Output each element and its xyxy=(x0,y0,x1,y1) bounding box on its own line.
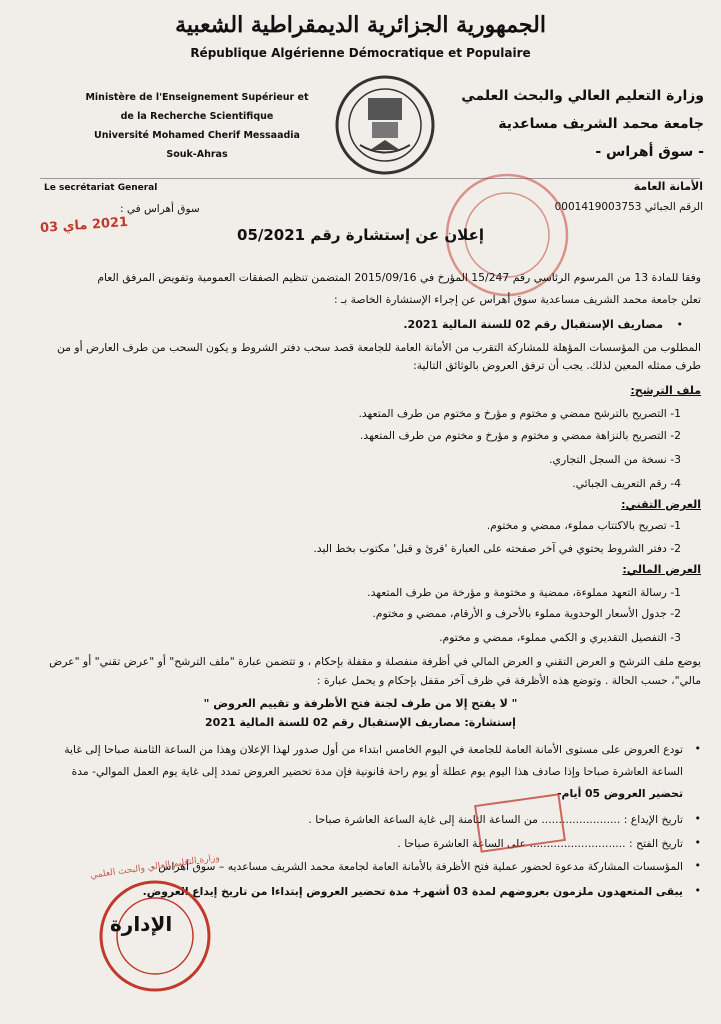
invitation-line-1: المطلوب من المؤسسات المؤهلة للمشاركة التقرب من الأمانة العامة للجامعة قصد سحب دفتر الشروط و يكون السحب من طرف العارض أو من xyxy=(56,341,701,354)
administration-signature: الإدارة xyxy=(110,912,173,936)
candidacy-item: 3- نسخة من السجل التجاري. xyxy=(549,453,681,466)
bullet-dot: • xyxy=(694,859,701,872)
candidacy-item: 4- رقم التعريف الجبائي. xyxy=(572,477,681,490)
date-stamp: 2021 ماي 03 xyxy=(39,214,129,237)
deposit-line-1: تودع العروض على مستوى الأمانة العامة للجامعة في اليوم الخامس ابتداء من أول صدور لهذا الإعلان وهذا من الساعة الثامنة صباحا إلى غاية xyxy=(64,743,683,756)
university-name-ar: جامعة محمد الشريف مساعدية xyxy=(498,116,704,132)
main-bullet: مصاريف الإستقبال رقم 02 للسنة المالية 2021. xyxy=(403,318,663,331)
validity-line: يبقى المتعهدون ملزمون بعروضهم لمدة 03 أشهر+ مدة تحضير العروض إبتداءا من تاريخ إيداع العروض. xyxy=(142,885,683,898)
ministry-block-fr xyxy=(72,88,322,164)
bullet-dot: • xyxy=(694,812,701,825)
ministry-line-1: Ministère de l'Enseignement Supérieur et xyxy=(85,92,309,103)
place-date: سوق أهراس في : xyxy=(120,203,200,215)
bullet-dot: • xyxy=(694,742,701,755)
republic-title-fr: République Algérienne Démocratique et Populaire xyxy=(190,46,531,60)
section-heading-financial: العرض المالي: xyxy=(622,563,701,576)
ministry-line-ar: وزارة التعليم العالي والبحث العلمي xyxy=(461,88,704,104)
deposit-date: تاريخ الإيداع : ....................... من الساعة الثامنة إلى غاية الساعة العاشرة صباحا . xyxy=(308,813,683,826)
financial-item: 2- جدول الأسعار الوحدوية مملوء بالأحرف و الأرقام، ممضي و مختوم. xyxy=(372,607,681,620)
city-fr: Souk-Ahras xyxy=(166,149,228,160)
header-divider xyxy=(40,178,700,179)
financial-item: 3- التفصيل التقديري و الكمي مملوء، ممضي و مختوم. xyxy=(439,631,681,644)
secretariat-fr: Le secrétariat General xyxy=(44,183,158,193)
candidacy-item: 2- التصريح بالنزاهة ممضي و مختوم و مؤرخ و مختوم من طرف المتعهد. xyxy=(359,429,681,442)
envelope-line-2: مالي"، حسب الحالة . وتوضع هذه الأظرفة في ظرف آخر مقفل بإحكام و يحمل عبارة : xyxy=(316,674,701,687)
stamp-text: وزارة التعليم العالي والبحث العلمي xyxy=(89,852,221,882)
bullet-dot: • xyxy=(676,318,683,331)
intro-line-2: تعلن جامعة محمد الشريف مساعدية سوق أهراس عن إجراء الإستشارة الخاصة بـ : xyxy=(333,293,701,306)
red-admin-stamp xyxy=(95,876,215,996)
envelope-line-1: يوضع ملف الترشح و العرض التقني و العرض المالي في أظرفة منفصلة و مقفلة بإحكام ، و تتضمن عبارة "ملف الترشح" أو "عرض تقني" أو "عرض xyxy=(49,655,701,668)
section-heading-candidacy: ملف الترشح: xyxy=(630,384,701,397)
technical-item: 1- تصريح بالاكتتاب مملوء، ممضي و مختوم. xyxy=(486,519,681,532)
republic-title-ar: الجمهورية الجزائرية الديمقراطية الشعبية xyxy=(175,12,546,38)
tax-id: الرقم الجبائي 0001419003753 xyxy=(554,201,703,213)
intro-line-1: وفقا للمادة 13 من المرسوم الرئاسي رقم 15/247 المؤرخ في 2015/09/16 المتضمن تنظيم الصفقات العمومية وتفويض المرفق العام xyxy=(97,271,701,284)
ministry-line-2: de la Recherche Scientifique xyxy=(120,111,274,122)
university-name-fr: Université Mohamed Cherif Messaadia xyxy=(94,130,300,141)
bullet-dot: • xyxy=(694,884,701,897)
city-ar: - سوق أهراس - xyxy=(595,144,704,160)
university-seal-logo xyxy=(330,70,440,180)
candidacy-item: 1- التصريح بالترشح ممضي و مختوم و مؤرخ و مختوم من طرف المتعهد. xyxy=(358,407,681,420)
secretariat-ar: الأمانة العامة xyxy=(633,180,703,193)
announcement-title: إعلان عن إستشارة رقم 05/2021 xyxy=(237,226,484,244)
ministry-block-ar xyxy=(440,82,704,166)
invitation-line-2: طرف ممثله المعين لذلك. يجب أن ترفق العروض بالوثائق التالية: xyxy=(413,359,701,372)
envelope-subject: إستشارة: مصاريف الإستقبال رقم 02 للسنة المالية 2021 xyxy=(205,716,516,729)
financial-item: 1- رسالة التعهد مملوءة، ممضية و مختومة و مؤرخة من طرف المتعهد. xyxy=(367,586,681,599)
deposit-line-3: تحضير العروض 05 أيام- xyxy=(557,787,683,800)
deposit-line-2: الساعة العاشرة صباحا وإذا صادف هذا اليوم يوم عطلة أو يوم راحة قانونية فإن مدة تحضير العروض تمدد إلى غاية يوم العمل الموالي- مدة xyxy=(71,765,683,778)
red-date-stamp xyxy=(470,790,570,860)
envelope-quote: " لا يفتح إلا من طرف لجنة فتح الأظرفة و تقييم العروض " xyxy=(203,697,518,710)
bullet-dot: • xyxy=(694,836,701,849)
section-heading-technical: العرض التقني: xyxy=(621,498,701,511)
technical-item: 2- دفتر الشروط يحتوي في آخر صفحته على العبارة 'قرئ و قبل' مكتوب بخط اليد. xyxy=(313,542,681,555)
opening-date: تاريخ الفتح : ............................ على الساعة العاشرة صباحا . xyxy=(397,837,683,850)
invited-line: المؤسسات المشاركة مدعوة لحضور عملية فتح الأظرفة بالأمانة العامة لجامعة محمد الشريف مساعديه – سوق أهراس - xyxy=(150,860,683,873)
